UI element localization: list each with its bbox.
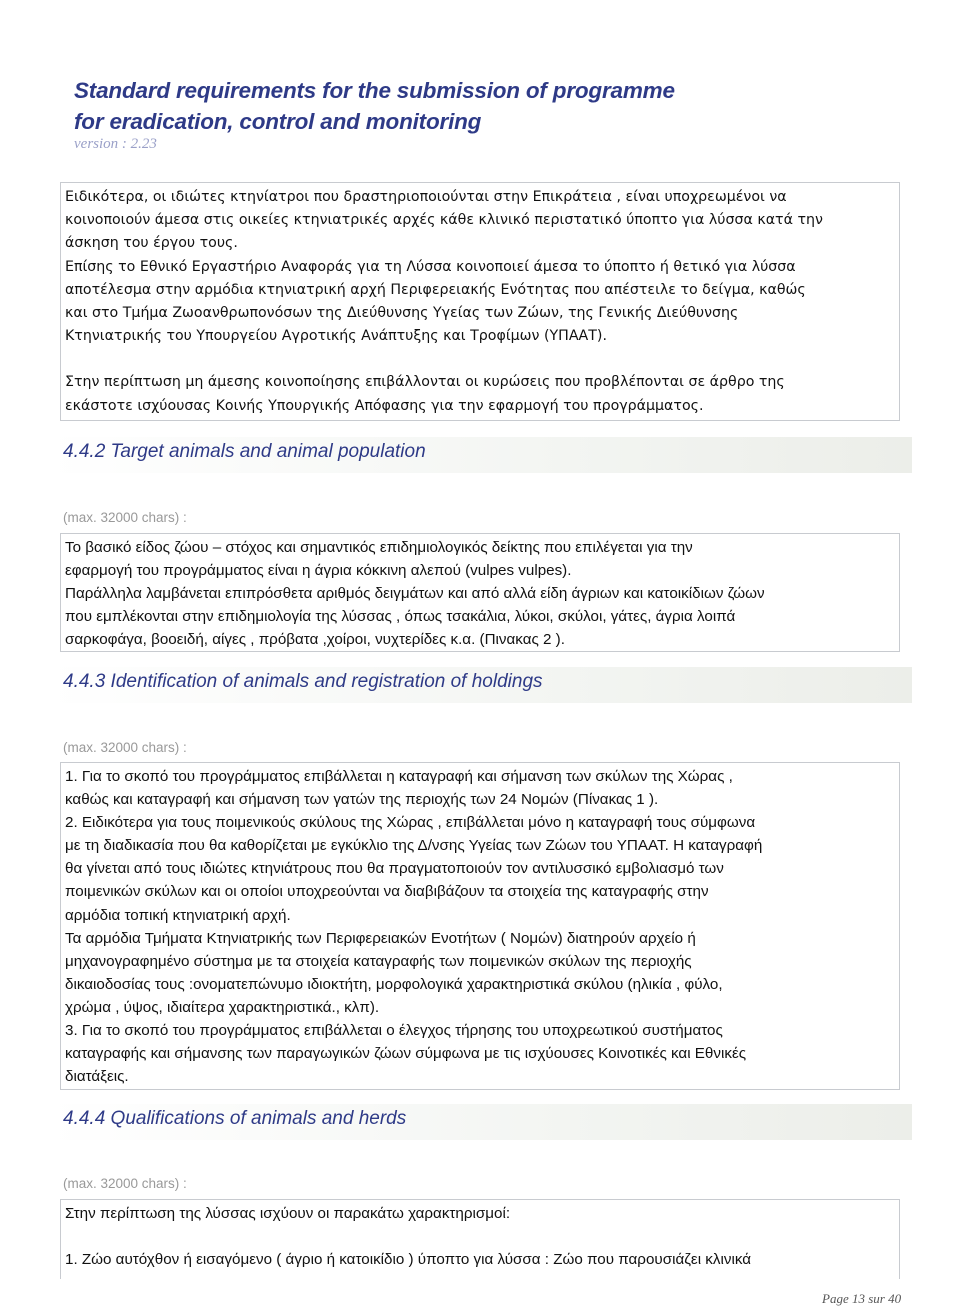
box-line: που εμπλέκονται στην επιδημιολογία της λύσσας , όπως τσακάλια, λύκοι, σκύλοι, γάτες, άγρια λοιπά (65, 608, 736, 626)
box-line: χρώμα , ύψος, ιδιαίτερα χαρακτηριστικά., κλπ). (65, 998, 380, 1016)
box-line: κοινοποιούν άμεσα στις οικείες κτηνιατρικές αρχές κάθε κλινικό περιστατικό ύποπτο για λύσσα κατά την (65, 212, 823, 229)
box-line: Τα αρμόδια Τμήματα Κτηνιατρικής των Περιφερειακών Ενοτήτων ( Νομών) διατηρούν αρχείο ή (65, 929, 696, 947)
box-line: 1. Για το σκοπό του προγράμματος επιβάλλεται η καταγραφή και σήμανση των σκύλων της Χώρας , (65, 768, 733, 785)
header-title-line2: for eradication, control and monitoring (74, 109, 482, 134)
text-box-rabies-notification (60, 182, 900, 421)
section-title: 4.4.3 Identification of animals and registration of holdings (63, 671, 543, 692)
box-line: ποιμενικών σκύλων και οι οποίοι υποχρεούνται να διαβιβάζουν τα στοιχεία της καταγραφής στην (65, 883, 709, 901)
box-line: δικαιοδοσίας τους :ονοματεπώνυμο ιδιοκτήτη, μορφολογικά χαρακτηριστικά σκύλου (ηλικία , φύλο, (65, 975, 723, 993)
max-chars-label: (max. 32000 chars) : (63, 510, 187, 525)
box-line: 3. Για το σκοπό του προγράμματος επιβάλλεται ο έλεγχος τήρησης του υποχρεωτικού συστήματος (65, 1022, 723, 1040)
box-line: αποτέλεσμα στην αρμόδια κτηνιατρική αρχή Περιφερειακής Ενότητας που απέστειλε το δείγμα, καθώς (65, 281, 806, 298)
box-line: διατάξεις. (65, 1068, 129, 1086)
text-box-identification (60, 762, 900, 1090)
box-line: 1. Ζώο αυτόχθον ή εισαγόμενο ( άγριο ή κατοικίδιο ) ύποπτο για λύσσα : Ζώο που παρουσιάζει κλινικά (65, 1251, 752, 1269)
box-line: άσκηση του έργου τους. (65, 235, 238, 252)
box-line: θα γίνεται από τους ιδιώτες κτηνιάτρους που θα πραγματοποιούν τον αντιλυσσικό εμβολιασμό των (65, 860, 724, 878)
box-line: αρμόδια τοπική κτηνιατρική αρχή. (65, 906, 291, 924)
box-line: Επίσης το Εθνικό Εργαστήριο Αναφοράς για τη Λύσσα κοινοποιεί άμεσα το ύποπτο ή θετικό για λύσσα (65, 258, 796, 275)
document-header (74, 75, 675, 151)
box-line: 2. Ειδικότερα για τους ποιμενικούς σκύλους της Χώρας , επιβάλλεται μόνο η καταγραφή τους σύμφωνα (65, 814, 756, 832)
text-box-target-animals (60, 533, 900, 652)
box-line: καταγραφής και σήμανσης των παραγωγικών ζώων σύμφωνα με τις ισχύουσες Κοινοτικές και Εθνικές (65, 1045, 747, 1063)
box-line: σαρκοφάγα, βοοειδή, αίγες , πρόβατα ,χοίροι, νυχτερίδες κ.α. (Πινακας 2 ). (65, 631, 565, 649)
max-chars-label: (max. 32000 chars) : (63, 1176, 187, 1191)
page-number: Page 13 sur 40 (822, 1291, 902, 1306)
blank-line (65, 1225, 895, 1248)
text-box-qualifications (60, 1199, 900, 1279)
box-line: Το βασικό είδος ζώου – στόχος και σημαντικός επιδημιολογικός δείκτης που επιλέγεται για την (65, 539, 693, 556)
section-heading-4-4-2 (48, 437, 912, 473)
box-line: εκάστοτε ισχύουσας Κοινής Υπουργικής Απόφασης για την εφαρμογή του προγράμματος. (65, 397, 704, 414)
box-line: Παράλληλα λαμβάνεται επιπρόσθετα αριθμός δειγμάτων και από αλλά είδη άγριων και κατοικίδιων ζώων (65, 585, 765, 603)
header-title-line1: Standard requirements for the submission of programme (74, 78, 675, 103)
header-version: version : 2.23 (74, 136, 157, 152)
section-title: 4.4.2 Target animals and animal population (63, 441, 426, 462)
box-line: εφαρμογή του προγράμματος είναι η άγρια κόκκινη αλεπού (vulpes vulpes). (65, 562, 572, 580)
box-line: Στην περίπτωση της λύσσας ισχύουν οι παρακάτω χαρακτηρισμοί: (65, 1205, 511, 1222)
box-line: με τη διαδικασία που θα καθορίζεται με εγκύκλιο της Δ/νσης Υγείας των Ζώων του ΥΠΑΑΤ. Η καταγραφή (65, 837, 763, 855)
box-line: Κτηνιατρικής του Υπουργείου Αγροτικής Ανάπτυξης και Τροφίμων (ΥΠΑΑΤ). (65, 328, 607, 345)
box-line: Ειδικότερα, οι ιδιώτες κτηνίατροι που δραστηριοποιούνται στην Επικράτεια , είναι υποχρεωμένοι να (65, 189, 787, 205)
section-title: 4.4.4 Qualifications of animals and herds (63, 1108, 407, 1129)
box-line: καθώς και καταγραφή και σήμανση των γατών της περιοχής των 24 Νομών (Πίνακας 1 ). (65, 791, 659, 809)
section-heading-4-4-3 (48, 667, 912, 703)
box-line: Στην περίπτωση μη άμεσης κοινοποίησης επιβάλλονται οι κυρώσεις που προβλέπονται σε άρθρο της (65, 374, 785, 391)
box-line: μηχανογραφημένο σύστημα με τα στοιχεία καταγραφής των ποιμενικών σκύλων της περιοχής (65, 952, 692, 970)
box-line: και στο Τμήμα Ζωοανθρωπονόσων της Διεύθυνσης Υγείας των Ζώων, της Γενικής Διεύθυνσης (65, 305, 739, 322)
blank-line (65, 348, 895, 371)
section-heading-4-4-4 (48, 1104, 912, 1140)
max-chars-label: (max. 32000 chars) : (63, 740, 187, 755)
